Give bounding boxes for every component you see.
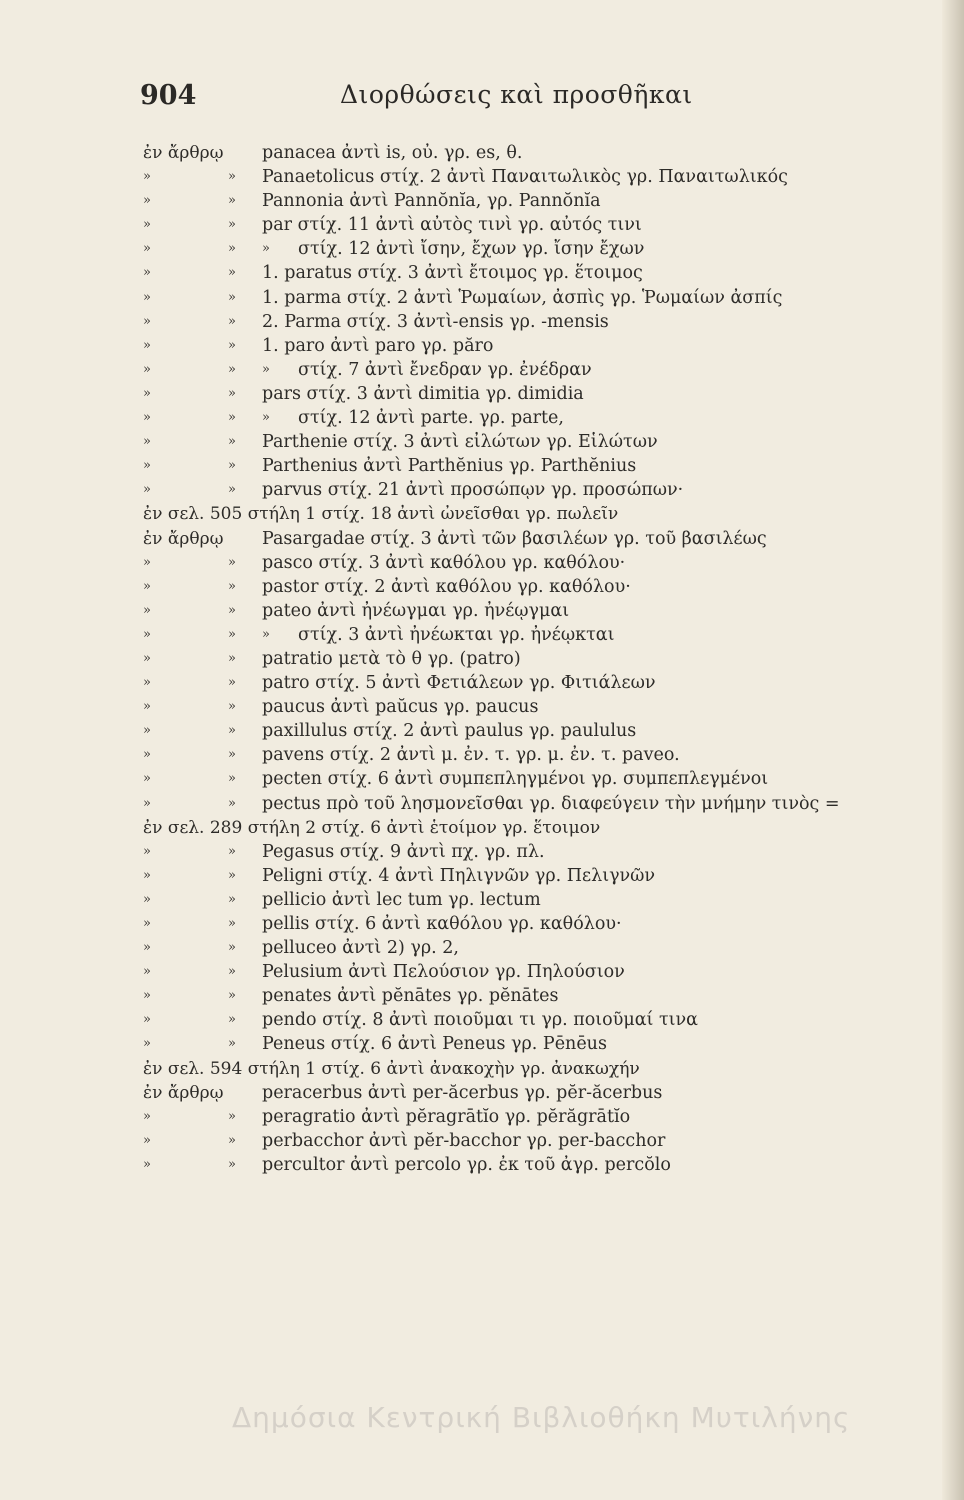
entry-correction-text: Panaetolicus στίχ. 2 ἀντὶ Παναιτωλικὸς γρ. Παναιτωλικός — [262, 167, 788, 188]
ditto-mark: » — [228, 771, 236, 787]
entry-correction-text: paxillulus στίχ. 2 ἀντὶ paulus γρ. paululus — [262, 721, 637, 742]
ditto-mark: » — [143, 1012, 151, 1028]
ditto-mark: » — [228, 1036, 236, 1052]
errata-entry — [143, 1081, 933, 1105]
ditto-mark: » — [262, 626, 270, 642]
entry-location-prefix: ἐν σελ. 594 στήλη 1 στίχ. 6 ἀντὶ ἀνακοχὴν γρ. ἀνακωχήν — [143, 1058, 640, 1079]
entry-location-prefix: ἐν ἄρθρῳ — [143, 528, 224, 549]
errata-entry — [143, 792, 933, 816]
ditto-mark: » — [143, 699, 151, 715]
ditto-mark: » — [143, 916, 151, 931]
ditto-mark: » — [143, 385, 151, 401]
errata-list — [143, 141, 933, 1177]
entry-correction-text: Peneus στίχ. 6 ἀντὶ Peneus γρ. Pēnēus — [262, 1034, 607, 1055]
entry-correction-text: 2. Parma στίχ. 3 ἀντὶ-ensis γρ. -mensis — [262, 311, 609, 332]
entry-correction-text: 1. paratus στίχ. 3 ἀντὶ ἔτοιμος γρ. ἕτοιμος — [262, 263, 643, 284]
ditto-mark: » — [143, 313, 151, 329]
errata-entry — [143, 189, 933, 213]
ditto-mark: » — [228, 626, 236, 642]
errata-entry — [143, 334, 933, 358]
ditto-mark: » — [143, 169, 151, 185]
entry-correction-text: panacea ἀντὶ is, οὐ. γρ. es, θ. — [262, 143, 523, 163]
errata-entry — [143, 237, 933, 261]
entry-correction-text: στίχ. 7 ἀντὶ ἔνεδραν γρ. ἐνέδραν — [298, 359, 592, 380]
entry-correction-text: par στίχ. 11 ἀντὶ αὐτὸς τινὶ γρ. αὐτός τινι — [262, 215, 642, 236]
ditto-mark: » — [228, 795, 236, 811]
ditto-mark: » — [262, 410, 270, 426]
entry-correction-text: Pasargadae στίχ. 3 ἀντὶ τῶν βασιλέων γρ. τοῦ βασιλέως — [262, 528, 767, 549]
entry-correction-text: pastor στίχ. 2 ἀντὶ καθόλου γρ. καθόλου· — [262, 576, 631, 597]
entry-location-prefix: ἐν σελ. 289 στήλη 2 στίχ. 6 ἀντὶ ἑτοίμον γρ. ἕτοιμον — [143, 817, 601, 838]
errata-entry — [143, 936, 933, 960]
errata-entry — [143, 1105, 933, 1129]
ditto-mark: » — [143, 337, 151, 353]
ditto-mark: » — [228, 169, 236, 185]
ditto-mark: » — [143, 867, 151, 883]
entry-correction-text: Parthenie στίχ. 3 ἀντὶ εἰλώτων γρ. Εἱλώτων — [262, 432, 658, 453]
ditto-mark: » — [143, 458, 151, 474]
errata-entry — [143, 623, 933, 647]
ditto-mark: » — [228, 602, 236, 618]
page-header — [140, 80, 900, 120]
entry-correction-text: pars στίχ. 3 ἀντὶ dimitia γρ. dimidia — [262, 383, 584, 404]
ditto-mark: » — [143, 1036, 151, 1052]
ditto-mark: » — [143, 675, 151, 691]
entry-correction-text: pavens στίχ. 2 ἀντὶ μ. ἐν. τ. γρ. μ. ἐν. τ. paveo. — [262, 745, 680, 766]
errata-entry — [143, 261, 933, 285]
entry-correction-text: στίχ. 3 ἀντὶ ἠνέωκται γρ. ἠνέῳκται — [298, 624, 615, 645]
errata-entry — [143, 165, 933, 189]
ditto-mark: » — [228, 1108, 236, 1124]
ditto-mark: » — [228, 217, 236, 233]
errata-entry — [143, 454, 933, 478]
errata-entry — [143, 286, 933, 310]
errata-entry — [143, 213, 933, 237]
ditto-mark: » — [143, 289, 151, 305]
ditto-mark: » — [228, 193, 236, 209]
errata-entry — [143, 382, 933, 406]
entry-correction-text: penates ἀντὶ pĕnātes γρ. pĕnātes — [262, 986, 559, 1007]
errata-entry — [143, 1057, 933, 1081]
entry-correction-text: parvus στίχ. 21 ἀντὶ προσώπῳν γρ. προσώπων· — [262, 480, 684, 501]
errata-entry — [143, 840, 933, 864]
ditto-mark: » — [228, 313, 236, 329]
entry-correction-text: pendo στίχ. 8 ἀντὶ ποιοῦμαι τι γρ. ποιοῦμαί τινα — [262, 1010, 698, 1031]
ditto-mark: » — [143, 723, 151, 739]
ditto-mark: » — [228, 241, 236, 257]
errata-entry — [143, 960, 933, 984]
ditto-mark: » — [143, 410, 151, 426]
entry-correction-text: pellis στίχ. 6 ἀντὶ καθόλου γρ. καθόλου· — [262, 914, 622, 934]
ditto-mark: » — [143, 940, 151, 956]
ditto-mark: » — [143, 1108, 151, 1124]
ditto-mark: » — [228, 916, 236, 931]
entry-correction-text: pasco στίχ. 3 ἀντὶ καθόλου γρ. καθόλου· — [262, 552, 626, 573]
errata-entry — [143, 599, 933, 623]
ditto-mark: » — [143, 434, 151, 450]
errata-entry — [143, 695, 933, 719]
ditto-mark: » — [228, 867, 236, 883]
library-watermark: Δημόσια Κεντρική Βιβλιοθήκη Μυτιλήνης — [232, 1401, 851, 1434]
entry-correction-text: pateo ἀντὶ ἠνέωγμαι γρ. ἠνέῳγμαι — [262, 600, 570, 621]
ditto-mark: » — [143, 241, 151, 257]
errata-entry — [143, 527, 933, 551]
ditto-mark: » — [143, 964, 151, 980]
entry-correction-text: paucus ἀντὶ paŭcus γρ. paucus — [262, 697, 539, 718]
entry-correction-text: Pelusium ἀντὶ Πελούσιον γρ. Πηλούσιον — [262, 962, 625, 983]
errata-entry — [143, 1129, 933, 1153]
errata-entry — [143, 767, 933, 791]
ditto-mark: » — [143, 1132, 151, 1148]
entry-correction-text: percultor ἀντὶ percolo γρ. ἐκ τοῦ ἀγρ. percŏlo — [262, 1154, 671, 1175]
entry-correction-text: patro στίχ. 5 ἀντὶ Φετιάλεων γρ. Φιτιάλεων — [262, 673, 656, 694]
entry-correction-text: Pegasus στίχ. 9 ἀντὶ πχ. γρ. πλ. — [262, 841, 545, 862]
ditto-mark: » — [228, 988, 236, 1004]
ditto-mark: » — [228, 434, 236, 450]
errata-entry — [143, 984, 933, 1008]
errata-entry — [143, 1008, 933, 1032]
errata-entry — [143, 502, 933, 526]
ditto-mark: » — [143, 771, 151, 787]
ditto-mark: » — [228, 1012, 236, 1028]
entry-correction-text: pelluceo ἀντὶ 2) γρ. 2, — [262, 938, 459, 959]
ditto-mark: » — [228, 891, 236, 907]
ditto-mark: » — [228, 699, 236, 715]
entry-correction-text: pectus πρὸ τοῦ λησμονεῖσθαι γρ. διαφεύγειν τὴν μνήμην τινὸς = — [262, 793, 840, 814]
ditto-mark: » — [228, 578, 236, 594]
ditto-mark: » — [143, 554, 151, 570]
entry-correction-text: Pannonia ἀντὶ Pannŏnĭa, γρ. Pannŏnĭa — [262, 191, 601, 212]
errata-entry — [143, 1032, 933, 1056]
ditto-mark: » — [228, 964, 236, 980]
entry-location-prefix: ἐν ἄρθρῳ — [143, 143, 224, 163]
ditto-mark: » — [228, 458, 236, 474]
errata-entry — [143, 430, 933, 454]
ditto-mark: » — [143, 578, 151, 594]
errata-entry — [143, 671, 933, 695]
entry-correction-text: patratio μετὰ τὸ θ γρ. (patro) — [262, 648, 521, 669]
errata-entry — [143, 888, 933, 912]
page-number: 904 — [140, 80, 197, 111]
errata-entry — [143, 406, 933, 430]
errata-entry — [143, 1153, 933, 1177]
errata-entry — [143, 551, 933, 575]
ditto-mark: » — [143, 193, 151, 209]
errata-entry — [143, 647, 933, 671]
ditto-mark: » — [143, 602, 151, 618]
ditto-mark: » — [228, 747, 236, 763]
ditto-mark: » — [228, 1132, 236, 1148]
ditto-mark: » — [228, 843, 236, 859]
errata-entry — [143, 719, 933, 743]
ditto-mark: » — [228, 410, 236, 426]
errata-entry — [143, 310, 933, 334]
errata-entry — [143, 864, 933, 888]
errata-entry — [143, 816, 933, 840]
ditto-mark: » — [262, 241, 270, 257]
entry-correction-text: στίχ. 12 ἀντὶ ἴσην, ἔχων γρ. ἴσην ἔχων — [298, 239, 645, 260]
ditto-mark: » — [228, 650, 236, 666]
ditto-mark: » — [143, 361, 151, 377]
ditto-mark: » — [143, 843, 151, 859]
ditto-mark: » — [228, 337, 236, 353]
entry-correction-text: 1. paro ἀντὶ paro γρ. păro — [262, 335, 494, 356]
ditto-mark: » — [143, 1156, 151, 1172]
ditto-mark: » — [143, 891, 151, 907]
ditto-mark: » — [228, 554, 236, 570]
ditto-mark: » — [143, 265, 151, 281]
ditto-mark: » — [228, 723, 236, 739]
ditto-mark: » — [228, 1156, 236, 1172]
ditto-mark: » — [143, 747, 151, 763]
ditto-mark: » — [228, 265, 236, 281]
entry-location-prefix: ἐν ἄρθρῳ — [143, 1082, 224, 1103]
errata-entry — [143, 912, 933, 936]
ditto-mark: » — [143, 217, 151, 233]
errata-entry — [143, 743, 933, 767]
entry-correction-text: peracerbus ἀντὶ per-ăcerbus γρ. pĕr-ăcerbus — [262, 1082, 663, 1103]
ditto-mark: » — [228, 482, 236, 498]
ditto-mark: » — [228, 675, 236, 691]
errata-entry — [143, 141, 933, 165]
ditto-mark: » — [228, 361, 236, 377]
ditto-mark: » — [143, 482, 151, 498]
entry-correction-text: perbacchor ἀντὶ pĕr-bacchor γρ. per-bacchor — [262, 1130, 666, 1151]
ditto-mark: » — [228, 940, 236, 956]
entry-correction-text: pecten στίχ. 6 ἀντὶ συμπεπληγμένοι γρ. συμπεπλεγμένοι — [262, 769, 769, 790]
entry-location-prefix: ἐν σελ. 505 στήλη 1 στίχ. 18 ἀντὶ ὠνεῖσθαι γρ. πωλεῖν — [143, 504, 619, 525]
ditto-mark: » — [143, 650, 151, 666]
page-edge-shadow — [942, 0, 964, 1500]
ditto-mark: » — [143, 795, 151, 811]
ditto-mark: » — [143, 626, 151, 642]
entry-correction-text: στίχ. 12 ἀντὶ parte. γρ. parte, — [298, 408, 564, 429]
entry-correction-text: 1. parma στίχ. 2 ἀντὶ Ῥωμαίων, ἀσπὶς γρ. Ῥωμαίων ἀσπίς — [262, 287, 783, 308]
running-title: Διορθώσεις καὶ προσθῆκαι — [340, 80, 693, 109]
entry-correction-text: peragratio ἀντὶ pĕragrātĭo γρ. pĕrăgrātĭo — [262, 1106, 631, 1127]
errata-entry — [143, 358, 933, 382]
errata-entry — [143, 575, 933, 599]
entry-correction-text: Parthenius ἀντὶ Parthĕnius γρ. Parthĕnius — [262, 456, 637, 477]
ditto-mark: » — [262, 361, 270, 377]
ditto-mark: » — [228, 385, 236, 401]
ditto-mark: » — [228, 289, 236, 305]
errata-entry — [143, 478, 933, 502]
ditto-mark: » — [143, 988, 151, 1004]
entry-correction-text: Peligni στίχ. 4 ἀντὶ Πηλιγνῶν γρ. Πελιγνῶν — [262, 865, 656, 886]
entry-correction-text: pellicio ἀντὶ lec tum γρ. lectum — [262, 889, 541, 910]
